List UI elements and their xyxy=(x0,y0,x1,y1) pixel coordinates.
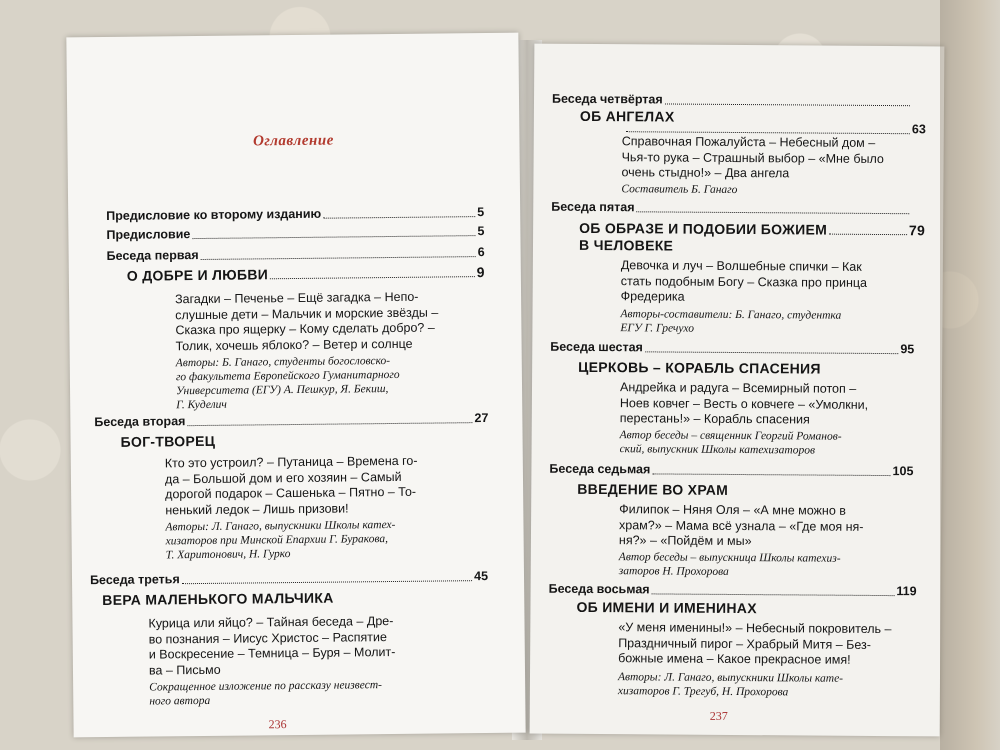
book-cover-edge xyxy=(940,0,1000,750)
toc-stories-4: Справочная Пожалуйста – Небесный дом – Чья-то рука – Страшный выбор – «Мне было очень стыдно!» – Два ангела xyxy=(621,134,884,181)
toc-credits-6: Автор беседы – священник Георгий Романов- ский, выпускник Школы катехизаторов xyxy=(619,429,842,457)
toc-theme-3[interactable]: ВЕРА МАЛЕНЬКОГО МАЛЬЧИКА xyxy=(102,589,334,609)
toc-stories-7: Филипок – Няня Оля – «А мне можно в храм?» – Мама всё узнала – «Где моя ня- ня?» – «Пойдём и мы» xyxy=(618,502,864,549)
toc-entry-talk-8[interactable]: Беседа восьмая 119 xyxy=(548,581,917,599)
toc-theme-8[interactable]: ОБ ИМЕНИ И ИМЕНИНАХ xyxy=(576,598,757,617)
left-page xyxy=(66,33,525,738)
toc-theme-4-page[interactable]: 63 xyxy=(624,120,926,137)
toc-stories-1: Загадки – Печенье – Ещё загадка – Непо- слушные дети – Мальчик и морские звёзды – Сказка про ящерку – Кому сделать добро? – Толик, хочешь яблоко? – Ветер и солнце xyxy=(175,289,439,353)
toc-credits-4: Составитель Б. Ганаго xyxy=(621,183,738,196)
toc-stories-6: Андрейка и радуга – Всемирный потоп – Ноев ковчег – Весть о ковчеге – «Умолкни, перестань!» – Корабль спасения xyxy=(619,380,869,427)
toc-stories-2: Кто это устроил? – Путаница – Времена го- да – Большой дом и его хозяин – Самый дорогой подарок – Сашенька – Пятно – То- ненький ледок – Лишь призови! xyxy=(164,453,418,517)
toc-entry-talk-3[interactable]: Беседа третья 45 xyxy=(89,569,489,588)
page-number-right: 237 xyxy=(709,708,728,723)
toc-theme-2[interactable]: БОГ-ТВОРЕЦ xyxy=(120,432,216,450)
toc-theme-4[interactable]: ОБ АНГЕЛАХ xyxy=(579,107,675,125)
toc-theme-5[interactable]: ОБ ОБРАЗЕ И ПОДОБИИ БОЖИЕМ 79 xyxy=(579,219,926,239)
toc-credits-7: Автор беседы – выпускница Школы катехиз- заторов Н. Прохорова xyxy=(618,551,841,578)
toc-entry-talk-2[interactable]: Беседа вторая 27 xyxy=(94,410,489,430)
page-number-left: 236 xyxy=(268,717,287,732)
toc-theme-5-line2[interactable]: В ЧЕЛОВЕКЕ xyxy=(578,236,674,254)
toc-theme-7[interactable]: ВВЕДЕНИЕ ВО ХРАМ xyxy=(577,480,729,498)
toc-entry-preface-second[interactable]: Предисловие ко второму изданию 5 xyxy=(106,205,485,223)
toc-entry-talk-4[interactable]: Беседа четвёртая xyxy=(552,92,912,110)
toc-credits-3: Сокращенное изложение по рассказу неизвест- ного автора xyxy=(149,679,383,708)
toc-entry-talk-7[interactable]: Беседа седьмая 105 xyxy=(549,461,914,479)
toc-stories-8: «У меня именины!» – Небесный покровитель – Праздничный пирог – Храбрый Митя – Без- божные имена – Какое прекрасное имя! xyxy=(618,620,892,667)
toc-credits-1: Авторы: Б. Ганаго, студенты богословско- го факультета Европейского Гуманитарного Университета (ЕГУ) А. Пешкур, Я. Бекиш, Г. Куделич xyxy=(175,355,400,412)
toc-heading: Оглавление xyxy=(252,132,334,150)
right-page xyxy=(530,44,945,737)
toc-credits-2: Авторы: Л. Ганаго, выпускники Школы катех- хизаторов при Минской Епархии Г. Буракова, Т. Харитонович, Н. Гурко xyxy=(165,518,396,562)
toc-entry-talk-5[interactable]: Беседа пятая xyxy=(551,200,911,218)
toc-entry-talk-6[interactable]: Беседа шестая 95 xyxy=(550,339,915,357)
toc-credits-5: Авторы-составители: Б. Ганаго, студентка ЕГУ Г. Гречухо xyxy=(620,308,842,335)
toc-stories-5: Девочка и луч – Волшебные спички – Как стать подобным Богу – Сказка про принца Фредерика xyxy=(620,258,868,304)
toc-theme-6[interactable]: ЦЕРКОВЬ – КОРАБЛЬ СПАСЕНИЯ xyxy=(578,358,821,377)
toc-stories-3: Курица или яйцо? – Тайная беседа – Дре- во познания – Иисус Христос – Распятие и Воскресение – Темница – Буря – Молит- ва – Письмо xyxy=(148,613,396,678)
toc-entry-preface[interactable]: Предисловие 5 xyxy=(106,224,485,242)
toc-theme-1[interactable]: О ДОБРЕ И ЛЮБВИ 9 xyxy=(126,264,485,284)
toc-credits-8: Авторы: Л. Ганаго, выпускники Школы кате- хизаторов Г. Трегуб, Н. Прохорова xyxy=(617,671,844,699)
toc-entry-talk-1[interactable]: Беседа первая 6 xyxy=(106,245,485,263)
